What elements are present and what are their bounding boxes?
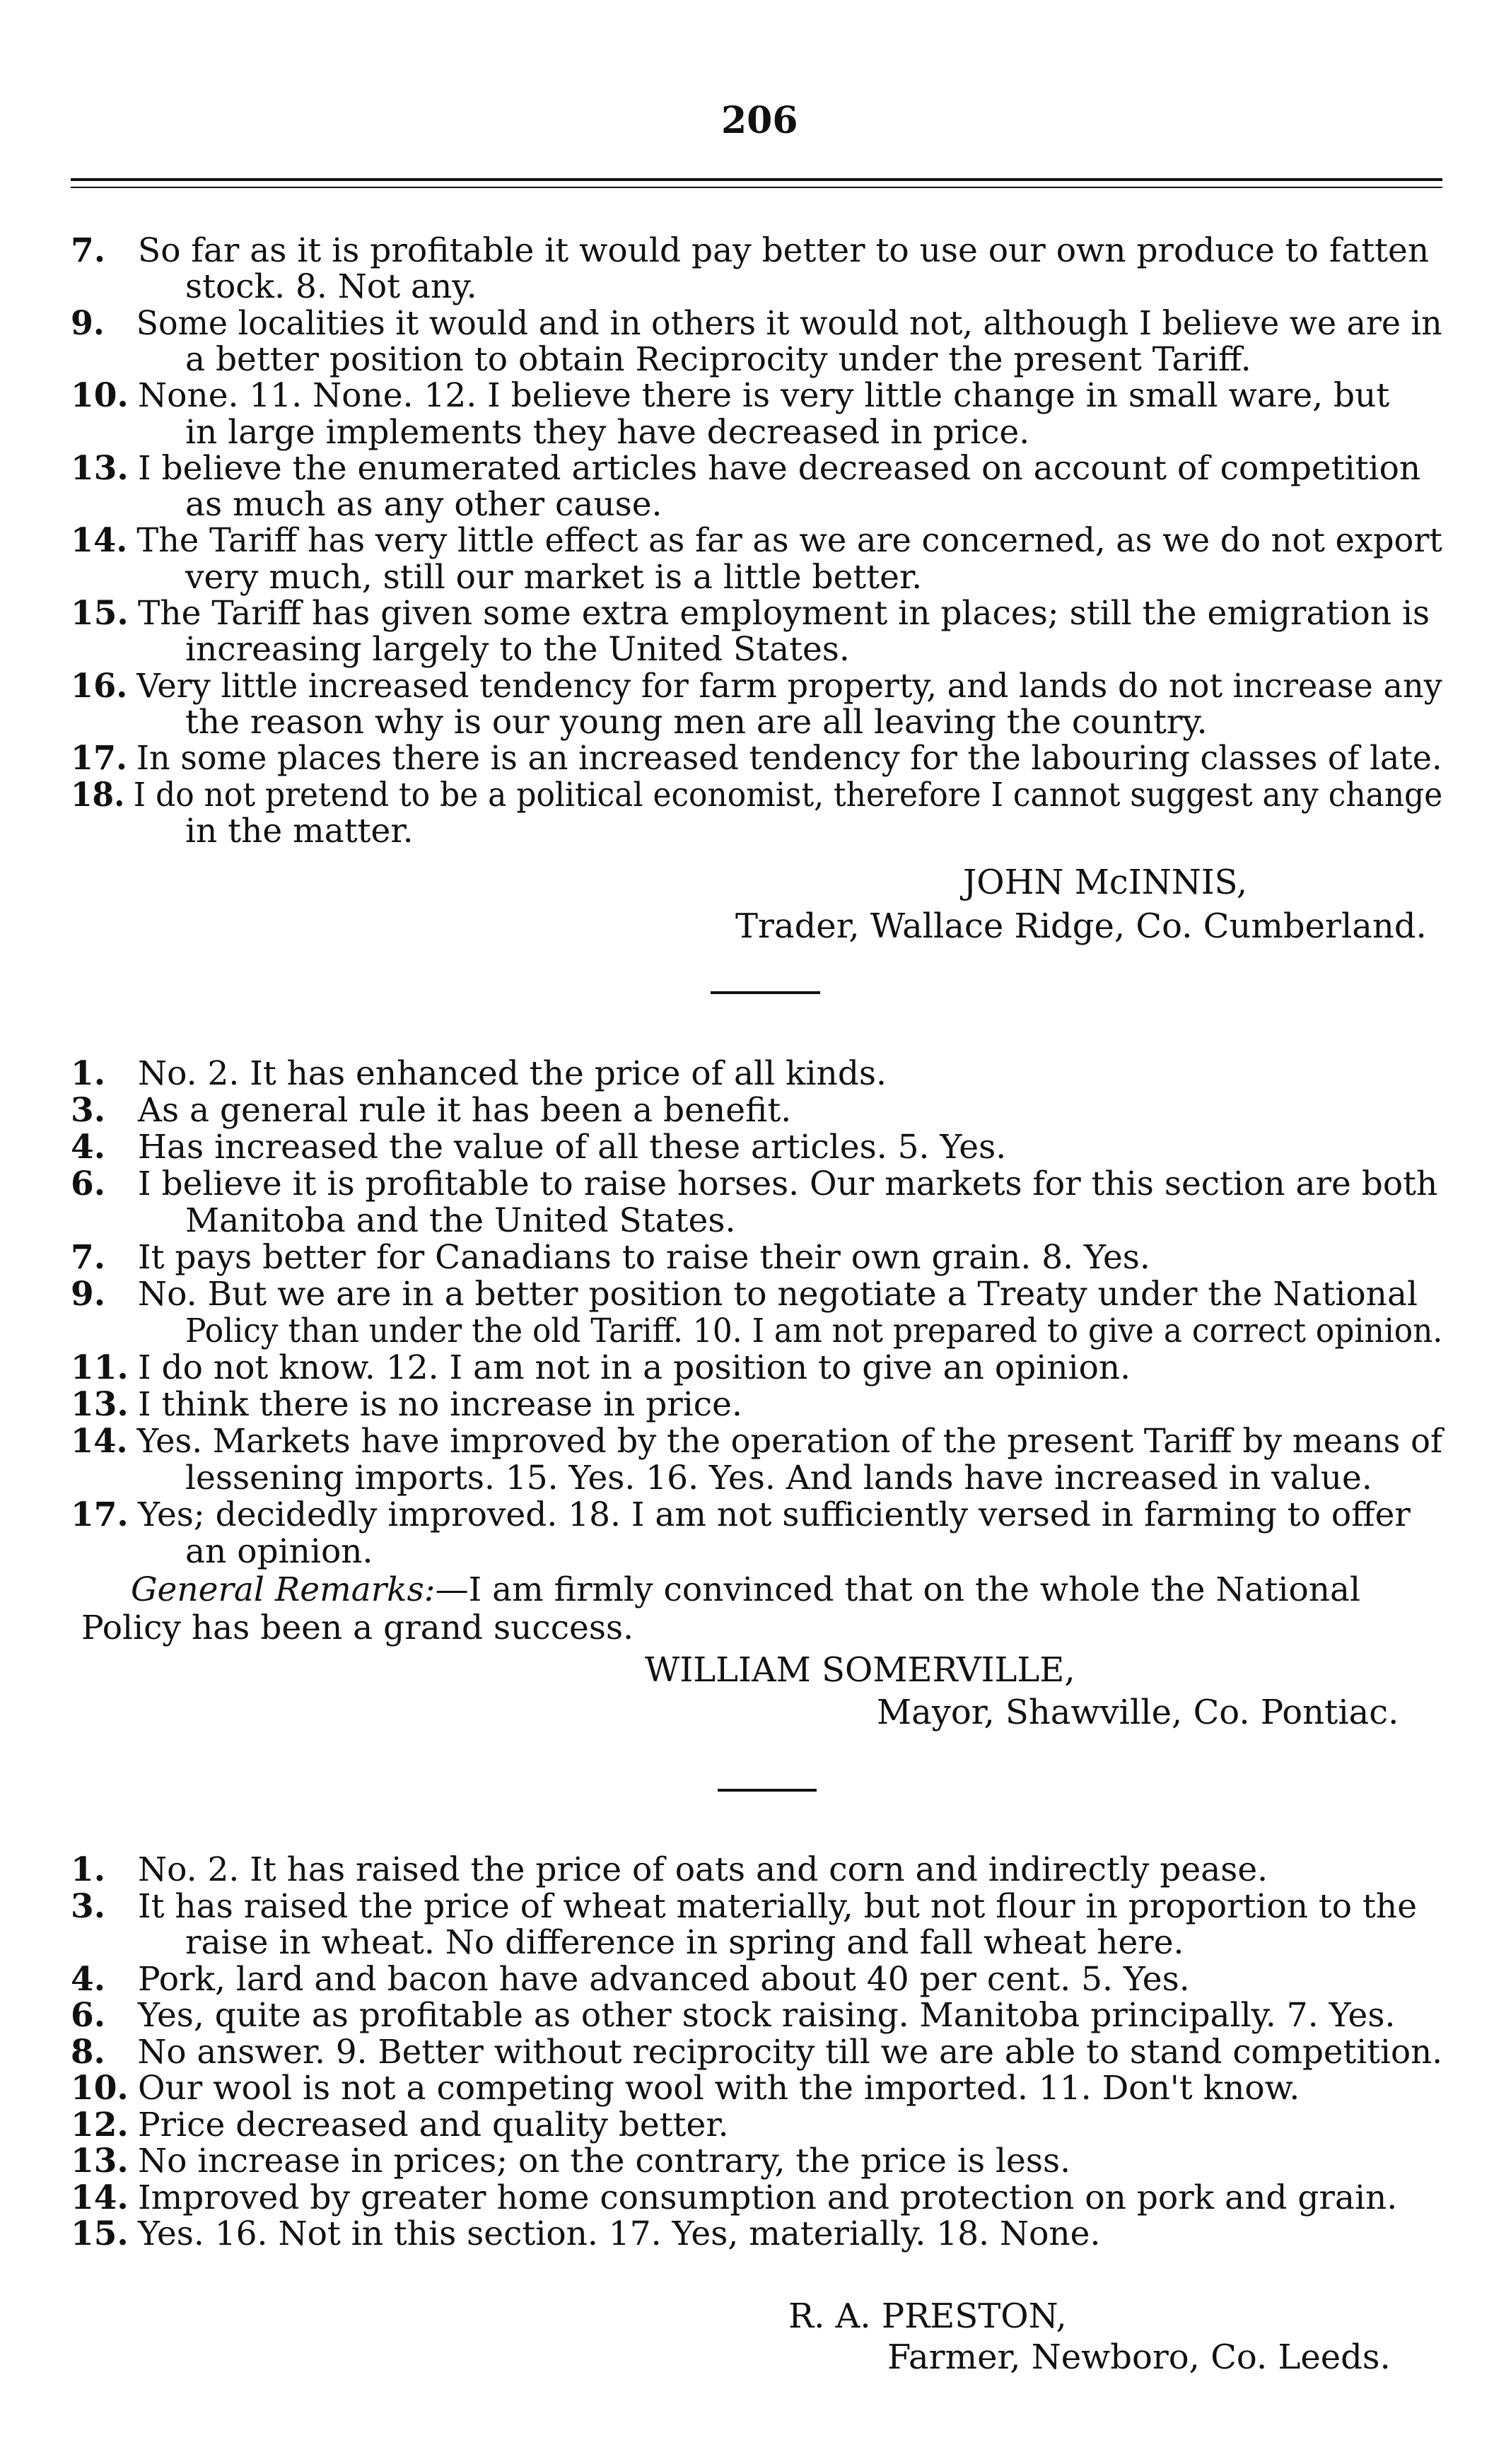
list-item — [71, 1961, 1190, 1999]
item-text: stock. 8. Not any. — [185, 267, 477, 307]
list-item — [71, 1055, 887, 1093]
item-number: 7. — [71, 1238, 106, 1277]
item-text: Yes. 16. Not in this section. 17. Yes, materially. 18. None. — [138, 2214, 1101, 2253]
item-text: in large implements they have decreased in price. — [185, 412, 1030, 452]
item-text: The Tariff has very little effect as far as we are concerned, as we do not export — [136, 521, 1442, 561]
item-number: 13. — [71, 2142, 129, 2180]
item-number: 6. — [71, 1164, 106, 1203]
list-item — [71, 1275, 1418, 1314]
list-item — [71, 1423, 1442, 1461]
item-number: 8. — [71, 2032, 105, 2072]
item-number: 3. — [71, 1091, 106, 1130]
list-item — [71, 1349, 1131, 1387]
item-number: 1. — [71, 1850, 106, 1889]
list-item — [71, 2215, 1100, 2253]
item-number: 9. — [71, 1275, 106, 1314]
section-separator — [718, 1789, 817, 1792]
signature-name: R. A. PRESTON, — [788, 2296, 1067, 2336]
list-item — [71, 1239, 1150, 1277]
list-item — [71, 2033, 1442, 2072]
item-number: 17. — [71, 1495, 129, 1534]
item-text: Yes; decidedly improved. 18. I am not sufficiently versed in farming to offer — [138, 1495, 1411, 1534]
item-number: 14. — [71, 1422, 128, 1461]
item-text: Manitoba and the United States. — [185, 1201, 736, 1240]
item-text: I believe the enumerated articles have decreased on account of competition — [138, 448, 1421, 488]
item-text: the reason why is our young men are all leaving the country. — [185, 702, 1208, 742]
signature-title: Trader, Wallace Ridge, Co. Cumberland. — [735, 906, 1427, 946]
general-remarks-cont: Policy has been a grand success. — [81, 1608, 634, 1647]
item-text: Very little increased tendency for farm property, and lands do not increase any — [136, 666, 1442, 706]
list-item — [185, 1312, 1442, 1350]
item-text: I believe it is profitable to raise horses. Our markets for this section are both — [138, 1164, 1438, 1203]
item-text: increasing largely to the United States. — [185, 630, 850, 670]
list-item — [71, 740, 1442, 778]
header-rule-thick — [71, 178, 1442, 181]
list-item — [71, 1092, 791, 1130]
list-item — [71, 1165, 1437, 1203]
list-item — [185, 486, 662, 524]
item-text: No. 2. It has enhanced the price of all kinds. — [138, 1054, 887, 1093]
section-separator — [711, 991, 820, 994]
list-item — [71, 522, 1442, 560]
item-text: Pork, lard and bacon have advanced about 40 per cent. 5. Yes. — [138, 1959, 1190, 1999]
list-item — [185, 1459, 1372, 1497]
list-item — [71, 595, 1430, 633]
item-number: 13. — [71, 1385, 129, 1424]
item-text: very much, still our market is a little better. — [185, 557, 923, 597]
list-item — [71, 2142, 1070, 2180]
general-remarks — [131, 1571, 1360, 1609]
item-number: 4. — [71, 1128, 106, 1167]
item-number: 10. — [71, 376, 129, 416]
item-text: a better position to obtain Reciprocity under the present Tariff. — [185, 339, 1251, 379]
list-item — [185, 341, 1251, 379]
list-item — [71, 1888, 1417, 1926]
item-number: 13. — [71, 448, 129, 488]
item-text: None. 11. None. 12. I believe there is very little change in small ware, but — [138, 376, 1390, 416]
list-item — [71, 2106, 729, 2144]
list-item — [71, 776, 1442, 814]
item-number: 18. — [71, 775, 125, 814]
list-item — [71, 305, 1442, 343]
item-number: 7. — [71, 231, 106, 270]
item-number: 15. — [71, 594, 129, 633]
header-rule-thin — [71, 187, 1442, 188]
item-text: No answer. 9. Better without reciprocity till we are able to stand competition. — [137, 2032, 1443, 2072]
item-text: I do not know. 12. I am not in a position to give an opinion. — [138, 1348, 1131, 1387]
list-item — [185, 414, 1029, 452]
item-text: Some localities it would and in others it would not, although I believe we are in — [136, 303, 1442, 343]
item-text: I think there is no increase in price. — [138, 1385, 742, 1424]
list-item — [185, 1533, 373, 1571]
list-item — [185, 812, 414, 851]
item-number: 3. — [71, 1886, 106, 1926]
list-item — [71, 232, 1429, 270]
item-number: 16. — [71, 666, 128, 706]
item-number: 1. — [71, 1054, 106, 1093]
list-item — [71, 1997, 1395, 2035]
item-text: an opinion. — [185, 1532, 373, 1571]
remarks-label: General Remarks: — [131, 1570, 436, 1609]
item-text: as much as any other cause. — [185, 485, 662, 525]
item-text: The Tariff has given some extra employment in places; still the emigration is — [138, 594, 1430, 633]
list-item — [71, 1386, 742, 1424]
item-number: 6. — [71, 1996, 106, 2035]
item-text: As a general rule it has been a benefit. — [138, 1091, 792, 1130]
list-item — [185, 268, 477, 306]
item-number: 17. — [71, 739, 127, 778]
item-text: I do not pretend to be a political economist, therefore I cannot suggest any change — [133, 775, 1443, 814]
item-text: It has raised the price of wheat materially, but not flour in proportion to the — [138, 1886, 1418, 1926]
item-text: Has increased the value of all these articles. 5. Yes. — [138, 1128, 1007, 1167]
item-text: Yes. Markets have improved by the operation of the present Tariff by means of — [136, 1422, 1443, 1461]
item-number: 10. — [71, 2069, 129, 2108]
item-number: 11. — [71, 1348, 129, 1387]
item-text: In some places there is an increased tendency for the labouring classes of late. — [136, 739, 1442, 778]
list-item — [185, 559, 922, 597]
list-item — [71, 450, 1420, 488]
remarks-text: —I am firmly convinced that on the whole the National — [435, 1570, 1361, 1609]
item-text: No increase in prices; on the contrary, the price is less. — [138, 2142, 1071, 2180]
item-text: No. 2. It has raised the price of oats and corn and indirectly pease. — [138, 1850, 1268, 1889]
list-item — [185, 703, 1208, 742]
item-text: Policy than under the old Tariff. 10. I am not prepared to give a correct opinion. — [185, 1312, 1443, 1350]
item-number: 15. — [71, 2214, 129, 2253]
list-item — [185, 1924, 1184, 1962]
item-text: Price decreased and quality better. — [138, 2105, 729, 2144]
item-text: raise in wheat. No difference in spring and fall wheat here. — [185, 1923, 1184, 1962]
list-item — [185, 1202, 735, 1240]
signature-title: Mayor, Shawville, Co. Pontiac. — [877, 1693, 1399, 1732]
list-item — [185, 631, 850, 669]
item-text: lessening imports. 15. Yes. 16. Yes. And lands have increased in value. — [185, 1459, 1372, 1497]
item-number: 9. — [71, 303, 105, 343]
list-item — [71, 377, 1389, 415]
page-number: 206 — [721, 99, 798, 142]
signature-name: WILLIAM SOMERVILLE, — [645, 1650, 1075, 1690]
signature-name: JOHN McINNIS, — [963, 863, 1248, 902]
item-number: 12. — [71, 2105, 129, 2144]
item-text: Improved by greater home consumption and protection on pork and grain. — [138, 2178, 1398, 2217]
item-text: It pays better for Canadians to raise their own grain. 8. Yes. — [138, 1238, 1150, 1277]
item-text: Yes, quite as profitable as other stock raising. Manitoba principally. 7. Yes. — [138, 1996, 1396, 2035]
item-text: in the matter. — [185, 811, 414, 851]
list-item — [71, 667, 1442, 706]
signature-title: Farmer, Newboro, Co. Leeds. — [887, 2337, 1391, 2377]
list-item — [71, 1851, 1268, 1889]
list-item — [71, 1496, 1411, 1534]
list-item — [71, 2179, 1397, 2217]
item-number: 14. — [71, 2178, 129, 2217]
list-item — [71, 1128, 1006, 1167]
item-text: So far as it is profitable it would pay better to use our own produce to fatten — [138, 231, 1430, 270]
item-number: 14. — [71, 521, 128, 561]
item-text: Our wool is not a competing wool with the imported. 11. Don't know. — [138, 2069, 1300, 2108]
list-item — [71, 2069, 1300, 2108]
item-text: No. But we are in a better position to negotiate a Treaty under the National — [138, 1275, 1418, 1314]
item-number: 4. — [71, 1959, 106, 1999]
